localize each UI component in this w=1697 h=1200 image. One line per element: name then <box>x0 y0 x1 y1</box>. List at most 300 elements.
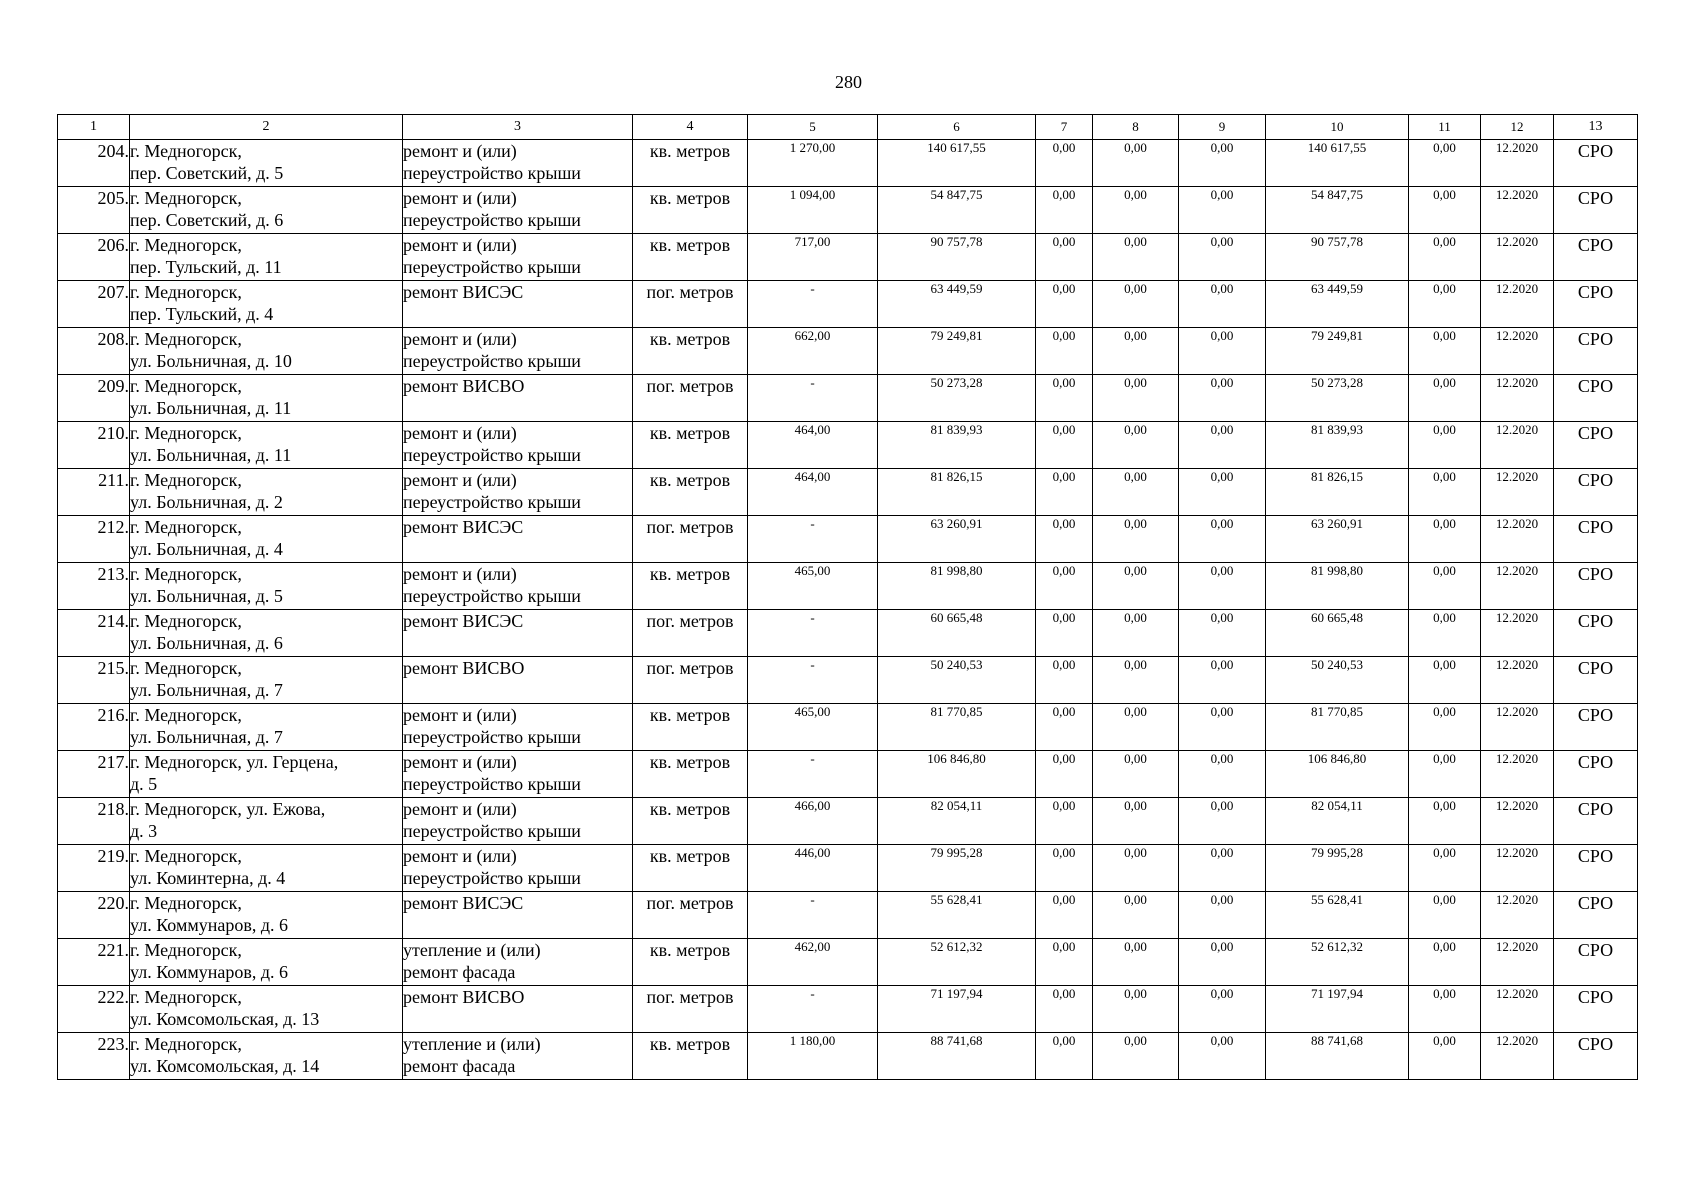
date-cell: 12.2020 <box>1481 234 1554 281</box>
volume-cell: 662,00 <box>748 328 878 375</box>
row-number: 216. <box>58 704 130 751</box>
work-type-cell <box>403 516 633 563</box>
cost-cell: 79 249,81 <box>1266 328 1409 375</box>
value-cell: 0,00 <box>1409 939 1481 986</box>
value-cell: 0,00 <box>1036 516 1093 563</box>
address-line: г. Медногорск, <box>130 658 242 678</box>
work-type-line: переустройство крыши <box>403 868 581 888</box>
volume-cell: - <box>748 375 878 422</box>
address-cell <box>130 610 403 657</box>
column-number-row <box>58 115 1638 140</box>
unit-cell: пог. метров <box>633 375 748 422</box>
volume-cell: 465,00 <box>748 704 878 751</box>
table-row <box>58 516 1638 563</box>
work-type-line: ремонт ВИСВО <box>403 987 525 1007</box>
column-header: 11 <box>1409 115 1481 140</box>
address-line: ул. Больничная, д. 11 <box>130 445 292 465</box>
cost-total-cell: 82 054,11 <box>878 798 1036 845</box>
value-cell: 0,00 <box>1093 657 1179 704</box>
value-cell: 0,00 <box>1093 939 1179 986</box>
volume-cell: - <box>748 516 878 563</box>
cost-cell: 79 995,28 <box>1266 845 1409 892</box>
value-cell: 0,00 <box>1409 986 1481 1033</box>
date-cell: 12.2020 <box>1481 657 1554 704</box>
value-cell: 0,00 <box>1409 187 1481 234</box>
address-line: г. Медногорск, <box>130 893 242 913</box>
work-type-cell <box>403 563 633 610</box>
work-type-line: переустройство крыши <box>403 586 581 606</box>
value-cell: 0,00 <box>1093 469 1179 516</box>
row-number: 204. <box>58 140 130 187</box>
work-type-line: ремонт ВИСЭС <box>403 611 524 631</box>
address-line: пер. Советский, д. 6 <box>130 210 284 230</box>
unit-cell: пог. метров <box>633 516 748 563</box>
value-cell: 0,00 <box>1409 563 1481 610</box>
address-line: ул. Комсомольская, д. 14 <box>130 1056 320 1076</box>
value-cell: 0,00 <box>1179 845 1266 892</box>
volume-cell: - <box>748 751 878 798</box>
value-cell: 0,00 <box>1409 469 1481 516</box>
value-cell: 0,00 <box>1093 563 1179 610</box>
address-line: ул. Больничная, д. 11 <box>130 398 292 418</box>
date-cell: 12.2020 <box>1481 328 1554 375</box>
org-cell: СРО <box>1554 1033 1638 1080</box>
cost-cell: 81 998,80 <box>1266 563 1409 610</box>
address-line: пер. Тульский, д. 11 <box>130 257 282 277</box>
cost-cell: 82 054,11 <box>1266 798 1409 845</box>
cost-cell: 50 240,53 <box>1266 657 1409 704</box>
work-type-line: ремонт и (или) <box>403 329 517 349</box>
cost-cell: 81 770,85 <box>1266 704 1409 751</box>
column-header: 7 <box>1036 115 1093 140</box>
value-cell: 0,00 <box>1409 657 1481 704</box>
work-type-cell <box>403 422 633 469</box>
address-cell <box>130 986 403 1033</box>
date-cell: 12.2020 <box>1481 187 1554 234</box>
value-cell: 0,00 <box>1036 328 1093 375</box>
cost-cell: 106 846,80 <box>1266 751 1409 798</box>
value-cell: 0,00 <box>1036 610 1093 657</box>
address-line: г. Медногорск, <box>130 282 242 302</box>
cost-total-cell: 55 628,41 <box>878 892 1036 939</box>
work-type-line: ремонт и (или) <box>403 423 517 443</box>
work-type-cell <box>403 469 633 516</box>
address-line: ул. Больничная, д. 10 <box>130 351 292 371</box>
unit-cell: пог. метров <box>633 892 748 939</box>
value-cell: 0,00 <box>1409 422 1481 469</box>
address-cell <box>130 422 403 469</box>
value-cell: 0,00 <box>1409 140 1481 187</box>
cost-total-cell: 79 249,81 <box>878 328 1036 375</box>
date-cell: 12.2020 <box>1481 751 1554 798</box>
org-cell: СРО <box>1554 281 1638 328</box>
value-cell: 0,00 <box>1409 1033 1481 1080</box>
work-type-line: ремонт и (или) <box>403 235 517 255</box>
value-cell: 0,00 <box>1093 422 1179 469</box>
date-cell: 12.2020 <box>1481 375 1554 422</box>
address-line: г. Медногорск, <box>130 470 242 490</box>
address-line: г. Медногорск, <box>130 376 242 396</box>
work-type-line: переустройство крыши <box>403 163 581 183</box>
value-cell: 0,00 <box>1093 798 1179 845</box>
work-type-line: переустройство крыши <box>403 774 581 794</box>
date-cell: 12.2020 <box>1481 422 1554 469</box>
value-cell: 0,00 <box>1409 751 1481 798</box>
cost-total-cell: 52 612,32 <box>878 939 1036 986</box>
org-cell: СРО <box>1554 516 1638 563</box>
value-cell: 0,00 <box>1179 469 1266 516</box>
cost-cell: 63 260,91 <box>1266 516 1409 563</box>
work-type-cell <box>403 281 633 328</box>
volume-cell: 464,00 <box>748 422 878 469</box>
org-cell: СРО <box>1554 375 1638 422</box>
org-cell: СРО <box>1554 798 1638 845</box>
table-row <box>58 422 1638 469</box>
work-type-line: утепление и (или) <box>403 1034 541 1054</box>
cost-cell: 81 839,93 <box>1266 422 1409 469</box>
address-line: д. 5 <box>130 774 158 794</box>
cost-total-cell: 140 617,55 <box>878 140 1036 187</box>
unit-cell: пог. метров <box>633 610 748 657</box>
work-type-cell <box>403 375 633 422</box>
date-cell: 12.2020 <box>1481 798 1554 845</box>
org-cell: СРО <box>1554 422 1638 469</box>
work-type-cell <box>403 939 633 986</box>
row-number: 208. <box>58 328 130 375</box>
value-cell: 0,00 <box>1179 798 1266 845</box>
unit-cell: кв. метров <box>633 704 748 751</box>
org-cell: СРО <box>1554 939 1638 986</box>
cost-total-cell: 54 847,75 <box>878 187 1036 234</box>
address-line: г. Медногорск, <box>130 188 242 208</box>
volume-cell: 1 270,00 <box>748 140 878 187</box>
value-cell: 0,00 <box>1093 328 1179 375</box>
work-type-line: ремонт ВИСВО <box>403 376 525 396</box>
work-type-line: утепление и (или) <box>403 940 541 960</box>
row-number: 219. <box>58 845 130 892</box>
date-cell: 12.2020 <box>1481 939 1554 986</box>
address-cell <box>130 657 403 704</box>
date-cell: 12.2020 <box>1481 704 1554 751</box>
volume-cell: 446,00 <box>748 845 878 892</box>
date-cell: 12.2020 <box>1481 1033 1554 1080</box>
value-cell: 0,00 <box>1409 704 1481 751</box>
table-row <box>58 563 1638 610</box>
table-row <box>58 375 1638 422</box>
org-cell: СРО <box>1554 751 1638 798</box>
table-row <box>58 892 1638 939</box>
value-cell: 0,00 <box>1036 422 1093 469</box>
address-line: ул. Больничная, д. 5 <box>130 586 283 606</box>
row-number: 221. <box>58 939 130 986</box>
value-cell: 0,00 <box>1093 281 1179 328</box>
column-header: 10 <box>1266 115 1409 140</box>
org-cell: СРО <box>1554 986 1638 1033</box>
work-type-line: ремонт и (или) <box>403 470 517 490</box>
unit-cell: кв. метров <box>633 563 748 610</box>
address-cell <box>130 187 403 234</box>
column-header: 13 <box>1554 115 1638 140</box>
value-cell: 0,00 <box>1179 1033 1266 1080</box>
work-type-line: ремонт ВИСЭС <box>403 517 524 537</box>
address-line: г. Медногорск, <box>130 517 242 537</box>
cost-cell: 140 617,55 <box>1266 140 1409 187</box>
cost-total-cell: 63 260,91 <box>878 516 1036 563</box>
value-cell: 0,00 <box>1036 986 1093 1033</box>
value-cell: 0,00 <box>1179 563 1266 610</box>
work-type-line: ремонт и (или) <box>403 846 517 866</box>
value-cell: 0,00 <box>1093 516 1179 563</box>
address-cell <box>130 845 403 892</box>
table-row <box>58 704 1638 751</box>
work-type-line: ремонт и (или) <box>403 752 517 772</box>
work-type-cell <box>403 845 633 892</box>
work-type-line: ремонт и (или) <box>403 564 517 584</box>
address-line: пер. Советский, д. 5 <box>130 163 284 183</box>
address-cell <box>130 469 403 516</box>
value-cell: 0,00 <box>1036 469 1093 516</box>
cost-cell: 88 741,68 <box>1266 1033 1409 1080</box>
org-cell: СРО <box>1554 563 1638 610</box>
value-cell: 0,00 <box>1036 704 1093 751</box>
cost-cell: 52 612,32 <box>1266 939 1409 986</box>
value-cell: 0,00 <box>1036 751 1093 798</box>
column-header: 5 <box>748 115 878 140</box>
column-header: 8 <box>1093 115 1179 140</box>
value-cell: 0,00 <box>1093 375 1179 422</box>
column-header: 2 <box>130 115 403 140</box>
unit-cell: кв. метров <box>633 939 748 986</box>
value-cell: 0,00 <box>1409 281 1481 328</box>
value-cell: 0,00 <box>1179 751 1266 798</box>
unit-cell: кв. метров <box>633 1033 748 1080</box>
value-cell: 0,00 <box>1179 234 1266 281</box>
date-cell: 12.2020 <box>1481 516 1554 563</box>
address-cell <box>130 140 403 187</box>
table-row <box>58 328 1638 375</box>
table-row <box>58 751 1638 798</box>
date-cell: 12.2020 <box>1481 469 1554 516</box>
work-type-line: переустройство крыши <box>403 210 581 230</box>
address-line: ул. Больничная, д. 2 <box>130 492 283 512</box>
work-type-line: ремонт фасада <box>403 1056 516 1076</box>
row-number: 223. <box>58 1033 130 1080</box>
value-cell: 0,00 <box>1093 892 1179 939</box>
row-number: 205. <box>58 187 130 234</box>
value-cell: 0,00 <box>1036 375 1093 422</box>
volume-cell: - <box>748 657 878 704</box>
volume-cell: - <box>748 281 878 328</box>
address-line: г. Медногорск, <box>130 1034 242 1054</box>
work-type-cell <box>403 751 633 798</box>
date-cell: 12.2020 <box>1481 845 1554 892</box>
org-cell: СРО <box>1554 140 1638 187</box>
address-line: ул. Больничная, д. 4 <box>130 539 283 559</box>
address-line: г. Медногорск, <box>130 611 242 631</box>
volume-cell: 466,00 <box>748 798 878 845</box>
address-cell <box>130 234 403 281</box>
value-cell: 0,00 <box>1036 140 1093 187</box>
table-row <box>58 939 1638 986</box>
value-cell: 0,00 <box>1179 328 1266 375</box>
address-line: ул. Больничная, д. 6 <box>130 633 283 653</box>
table-row <box>58 187 1638 234</box>
org-cell: СРО <box>1554 704 1638 751</box>
value-cell: 0,00 <box>1036 892 1093 939</box>
table-row <box>58 469 1638 516</box>
address-cell <box>130 1033 403 1080</box>
value-cell: 0,00 <box>1093 986 1179 1033</box>
address-cell <box>130 704 403 751</box>
value-cell: 0,00 <box>1036 939 1093 986</box>
address-line: ул. Комсомольская, д. 13 <box>130 1009 320 1029</box>
row-number: 213. <box>58 563 130 610</box>
unit-cell: пог. метров <box>633 281 748 328</box>
table-row <box>58 281 1638 328</box>
address-cell <box>130 516 403 563</box>
value-cell: 0,00 <box>1036 798 1093 845</box>
address-line: г. Медногорск, <box>130 329 242 349</box>
address-cell <box>130 281 403 328</box>
value-cell: 0,00 <box>1179 986 1266 1033</box>
value-cell: 0,00 <box>1036 281 1093 328</box>
work-type-line: ремонт ВИСВО <box>403 658 525 678</box>
cost-cell: 54 847,75 <box>1266 187 1409 234</box>
address-line: г. Медногорск, <box>130 705 242 725</box>
address-cell <box>130 939 403 986</box>
volume-cell: - <box>748 986 878 1033</box>
value-cell: 0,00 <box>1179 375 1266 422</box>
value-cell: 0,00 <box>1409 516 1481 563</box>
unit-cell: кв. метров <box>633 469 748 516</box>
address-cell <box>130 798 403 845</box>
value-cell: 0,00 <box>1093 140 1179 187</box>
value-cell: 0,00 <box>1409 845 1481 892</box>
value-cell: 0,00 <box>1179 704 1266 751</box>
repair-schedule-table <box>57 114 1638 1080</box>
value-cell: 0,00 <box>1409 892 1481 939</box>
row-number: 206. <box>58 234 130 281</box>
cost-cell: 71 197,94 <box>1266 986 1409 1033</box>
address-line: г. Медногорск, <box>130 564 242 584</box>
volume-cell: 1 180,00 <box>748 1033 878 1080</box>
date-cell: 12.2020 <box>1481 140 1554 187</box>
table-row <box>58 845 1638 892</box>
row-number: 217. <box>58 751 130 798</box>
unit-cell: кв. метров <box>633 140 748 187</box>
cost-total-cell: 63 449,59 <box>878 281 1036 328</box>
volume-cell: - <box>748 610 878 657</box>
row-number: 209. <box>58 375 130 422</box>
cost-total-cell: 50 273,28 <box>878 375 1036 422</box>
work-type-line: ремонт и (или) <box>403 141 517 161</box>
value-cell: 0,00 <box>1093 1033 1179 1080</box>
column-header: 9 <box>1179 115 1266 140</box>
cost-total-cell: 79 995,28 <box>878 845 1036 892</box>
table-row <box>58 657 1638 704</box>
org-cell: СРО <box>1554 234 1638 281</box>
work-type-cell <box>403 704 633 751</box>
value-cell: 0,00 <box>1036 234 1093 281</box>
work-type-cell <box>403 657 633 704</box>
date-cell: 12.2020 <box>1481 892 1554 939</box>
value-cell: 0,00 <box>1409 375 1481 422</box>
value-cell: 0,00 <box>1179 140 1266 187</box>
value-cell: 0,00 <box>1409 328 1481 375</box>
column-header: 6 <box>878 115 1036 140</box>
address-line: ул. Коммунаров, д. 6 <box>130 962 289 982</box>
column-header: 3 <box>403 115 633 140</box>
value-cell: 0,00 <box>1179 516 1266 563</box>
value-cell: 0,00 <box>1093 187 1179 234</box>
value-cell: 0,00 <box>1093 234 1179 281</box>
value-cell: 0,00 <box>1036 187 1093 234</box>
work-type-line: ремонт и (или) <box>403 705 517 725</box>
cost-cell: 81 826,15 <box>1266 469 1409 516</box>
date-cell: 12.2020 <box>1481 610 1554 657</box>
value-cell: 0,00 <box>1179 610 1266 657</box>
column-header: 4 <box>633 115 748 140</box>
cost-cell: 90 757,78 <box>1266 234 1409 281</box>
row-number: 211. <box>58 469 130 516</box>
org-cell: СРО <box>1554 845 1638 892</box>
date-cell: 12.2020 <box>1481 986 1554 1033</box>
cost-cell: 55 628,41 <box>1266 892 1409 939</box>
row-number: 207. <box>58 281 130 328</box>
address-line: г. Медногорск, <box>130 846 242 866</box>
value-cell: 0,00 <box>1179 187 1266 234</box>
work-type-cell <box>403 610 633 657</box>
work-type-line: переустройство крыши <box>403 445 581 465</box>
address-cell <box>130 751 403 798</box>
address-cell <box>130 375 403 422</box>
address-line: г. Медногорск, <box>130 940 242 960</box>
cost-total-cell: 81 998,80 <box>878 563 1036 610</box>
value-cell: 0,00 <box>1036 563 1093 610</box>
unit-cell: пог. метров <box>633 986 748 1033</box>
unit-cell: кв. метров <box>633 751 748 798</box>
value-cell: 0,00 <box>1036 845 1093 892</box>
table-row <box>58 610 1638 657</box>
address-cell <box>130 892 403 939</box>
address-line: ул. Больничная, д. 7 <box>130 680 283 700</box>
work-type-line: переустройство крыши <box>403 351 581 371</box>
volume-cell: 1 094,00 <box>748 187 878 234</box>
cost-total-cell: 106 846,80 <box>878 751 1036 798</box>
work-type-cell <box>403 234 633 281</box>
address-line: д. 3 <box>130 821 158 841</box>
org-cell: СРО <box>1554 657 1638 704</box>
value-cell: 0,00 <box>1093 751 1179 798</box>
cost-total-cell: 90 757,78 <box>878 234 1036 281</box>
address-line: ул. Коммунаров, д. 6 <box>130 915 289 935</box>
work-type-line: переустройство крыши <box>403 257 581 277</box>
volume-cell: - <box>748 892 878 939</box>
column-header: 12 <box>1481 115 1554 140</box>
value-cell: 0,00 <box>1179 422 1266 469</box>
table-row <box>58 140 1638 187</box>
value-cell: 0,00 <box>1093 845 1179 892</box>
value-cell: 0,00 <box>1409 610 1481 657</box>
row-number: 214. <box>58 610 130 657</box>
volume-cell: 464,00 <box>748 469 878 516</box>
row-number: 218. <box>58 798 130 845</box>
value-cell: 0,00 <box>1093 704 1179 751</box>
work-type-cell <box>403 1033 633 1080</box>
volume-cell: 462,00 <box>748 939 878 986</box>
address-cell <box>130 328 403 375</box>
work-type-cell <box>403 328 633 375</box>
